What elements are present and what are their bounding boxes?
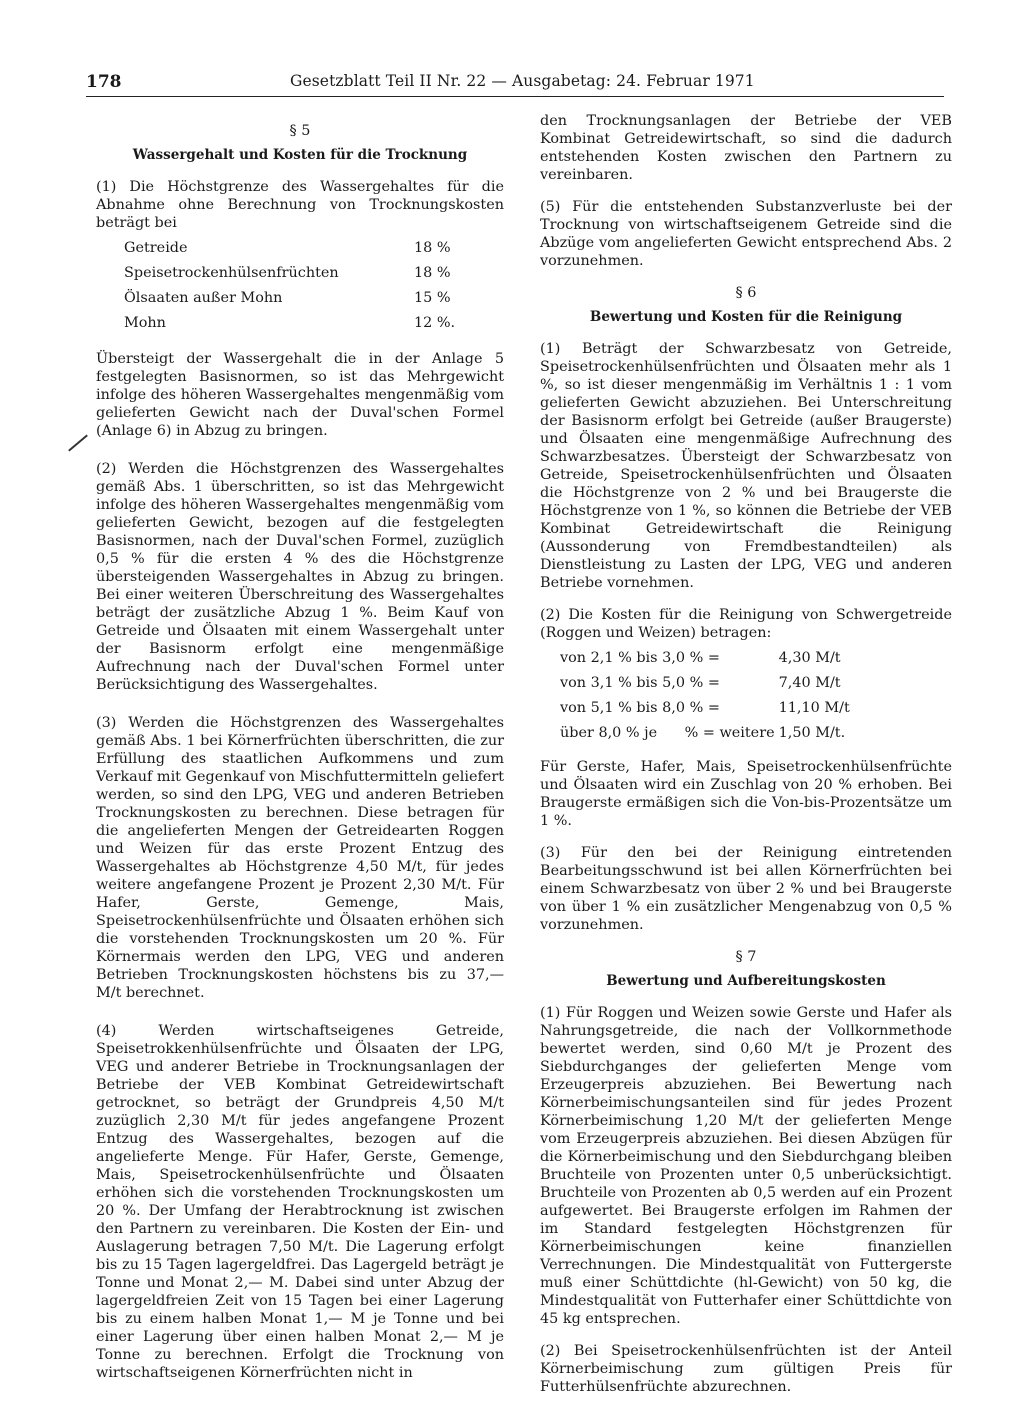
paragraph: Für Gerste, Hafer, Mais, Speisetrockenhülsenfrüchte und Ölsaaten wird ein Zuschlag von 20 % erhoben. Bei Braugerste ermäßigen sich die Von-bis-Prozentsätze um 1 %.	[540, 759, 952, 829]
cost-amount: 7,40 M/t	[778, 675, 841, 691]
table-row	[560, 646, 850, 671]
cost-range: über 8,0 % je % = weitere	[560, 725, 775, 741]
header-rule	[86, 96, 944, 97]
limit-value: 15 %	[414, 290, 451, 306]
section-7-title: Bewertung und Aufbereitungskosten	[606, 973, 886, 989]
cost-range: von 2,1 % bis 3,0 % =	[560, 650, 720, 666]
cost-amount: 11,10 M/t	[778, 700, 850, 716]
left-column	[96, 112, 504, 1396]
paragraph: (5) Für die entstehenden Substanzverluste bei der Trocknung von wirtschaftseigenem Getreide sind die Abzüge vom angelieferten Gewicht entsprechend Abs. 2 vorzunehmen.	[540, 199, 952, 269]
limit-item: Getreide	[124, 240, 188, 256]
table-row	[560, 721, 850, 746]
paragraph: (3) Werden die Höchstgrenzen des Wassergehaltes gemäß Abs. 1 bei Körnerfrüchten überschritten, die zur Erfüllung des staatlichen Aufkommens und zum Verkauf mit Gegenkauf von Mischfuttermitteln geliefert werden, so sind den LPG, VEG und anderen Betrieben Trocknungskosten zu berechnen. Diese betragen für die angelieferten Mengen der Getreidearten Roggen und Weizen für das erste Prozent Entzug des Wassergehaltes ab Höchstgrenze 4,50 M/t, für jedes weitere angefangene Prozent je Prozent 2,30 M/t. Für Hafer, Gerste, Gemenge, Mais, Speisetrockenhülsenfrüchte und Ölsaaten erhöhen sich die vorstehenden Trocknungskosten um 20 %. Für Körnermais werden den LPG, VEG und anderen Betrieben Trocknungskosten höchstens bis zu 37,— M/t berechnet.	[96, 715, 504, 1001]
limit-value: 18 %	[414, 265, 451, 281]
paragraph: (4) Werden wirtschaftseigenes Getreide, Speisetrokkenhülsenfrüchte und Ölsaaten der LPG, VEG und anderer Betriebe in Trocknungsanlagen der Betriebe der VEB Kombinat Getreidewirtschaft getrocknet, so beträgt der Grundpreis 4,50 M/t zuzüglich 2,30 M/t für jedes angefangene Prozent Entzug des Wassergehaltes, bezogen auf die angelieferte Menge. Für Hafer, Gerste, Gemenge, Mais, Speisetrockenhülsenfrüchte und Ölsaaten erhöhen sich die vorstehenden Trocknungskosten um 20 %. Der Umfang der Herabtrocknung ist zwischen den Partnern zu vereinbaren. Die Kosten der Ein- und Auslagerung betragen 7,50 M/t. Die Lagerung erfolgt bis zu 15 Tagen lagergeldfrei. Das Lagergeld beträgt je Tonne und Monat 2,— M. Dabei sind unter Abzug der lagergeldfreien Zeit von 15 Tagen bei einer Lagerung bis zu einem halben Monat 1,— M je Tonne und bei einer Lagerung über einen halben Monat 2,— M je Tonne zu berechnen. Erfolgt die Trocknung von wirtschaftseigenen Körnerfrüchten nicht in	[96, 1023, 504, 1381]
page-number: 178	[86, 72, 122, 92]
running-title: Gesetzblatt Teil II Nr. 22 — Ausgabetag: 24. Februar 1971	[290, 72, 755, 90]
table-row	[124, 261, 455, 286]
cost-range: von 3,1 % bis 5,0 % =	[560, 675, 720, 691]
paragraph: (3) Für den bei der Reinigung eintretenden Bearbeitungsschwund ist bei allen Körnerfrüchten bei einem Schwarzbesatz von über 2 % und bei Braugerste von über 1 % ein zusätzlicher Mengenabzug von 0,5 % vorzunehmen.	[540, 845, 952, 933]
paragraph: (2) Werden die Höchstgrenzen des Wassergehaltes gemäß Abs. 1 überschritten, so ist das Mehrgewicht infolge des höheren Wassergehaltes mengenmäßig vom gelieferten Gewicht, bezogen auf die festgelegten Basisnormen, nach der Duval'schen Formel, zuzüglich 0,5 % für die ersten 4 % des die Höchstgrenze übersteigenden Wassergehaltes in Abzug zu bringen. Bei einer weiteren Überschreitung des Wassergehaltes beträgt der zusätzliche Abzug 1 %. Beim Kauf von Getreide und Ölsaaten mit einem Wassergehalt unter der Basisnorm erfolgt eine mengenmäßige Aufrechnung nach der Duval'schen Formel unter Berücksichtigung des Wassergehaltes.	[96, 461, 504, 693]
section-7-number: § 7	[735, 949, 757, 965]
table-row	[124, 236, 455, 261]
cost-amount: 4,30 M/t	[778, 650, 841, 666]
paragraph: den Trocknungsanlagen der Betriebe der VEB Kombinat Getreidewirtschaft, so sind die dadurch entstehenden Kosten zwischen den Partnern zu vereinbaren.	[540, 113, 952, 183]
table-row	[124, 286, 455, 311]
paragraph: Übersteigt der Wassergehalt die in der Anlage 5 festgelegten Basisnormen, so ist das Mehrgewicht infolge des höheren Wassergehaltes mengenmäßig vom gelieferten Gewicht nach der Duval'schen Formel (Anlage 6) in Abzug zu bringen.	[96, 351, 504, 439]
limit-item: Mohn	[124, 315, 166, 331]
table-row	[560, 696, 850, 721]
section-6-title: Bewertung und Kosten für die Reinigung	[589, 309, 903, 325]
table-row	[124, 311, 455, 336]
section-6-number: § 6	[735, 285, 757, 301]
cleaning-cost-table	[560, 646, 850, 746]
cost-amount: 1,50 M/t.	[778, 725, 846, 741]
cost-range: von 5,1 % bis 8,0 % =	[560, 700, 720, 716]
section-5-title: Wassergehalt und Kosten für die Trocknung	[132, 147, 468, 163]
limit-item: Speisetrockenhülsenfrüchten	[124, 265, 339, 281]
section-5-number: § 5	[289, 123, 311, 139]
table-row	[560, 671, 850, 696]
paragraph: (1) Beträgt der Schwarzbesatz von Getreide, Speisetrockenhülsenfrüchten und Ölsaaten mehr als 1 %, so ist dieser mengenmäßig im Verhältnis 1 : 1 vom gelieferten Gewicht abzuziehen. Bei Unterschreitung der Basisnorm erfolgt bei Getreide (außer Braugerste) und Ölsaaten eine mengenmäßige Aufrechnung des Schwarzbesatzes. Übersteigt der Schwarzbesatz von Getreide, Speisetrockenhülsenfrüchten und Ölsaaten die Höchstgrenze von 2 % und bei Braugerste die Höchstgrenze von 1 %, so können die Betriebe der VEB Kombinat Getreidewirtschaft die Reinigung (Aussonderung von Fremdbestandteilen) als Dienstleistung zu Lasten der LPG, VEG und anderen Betriebe vornehmen.	[540, 341, 952, 591]
paragraph: (1) Die Höchstgrenze des Wassergehaltes für die Abnahme ohne Berechnung von Trocknungskosten beträgt bei	[96, 179, 504, 231]
moisture-limits-table	[124, 236, 455, 336]
paragraph: (1) Für Roggen und Weizen sowie Gerste und Hafer als Nahrungsgetreide, die nach der Vollkornmethode bewertet werden, sind 0,60 M/t je Prozent des Siebdurchganges der gelieferten Menge vom Erzeugerpreis abzuziehen. Bei Bewertung nach Körnerbeimischungsanteilen sind für jedes Prozent Körnerbeimischung 1,20 M/t der gelieferten Menge vom Erzeugerpreis abzuziehen. Bei diesen Abzügen für die Körnerbeimischung und den Siebdurchgang bleiben Bruchteile von Prozenten unter 0,5 unberücksichtigt. Bruchteile von Prozenten ab 0,5 werden auf ein Prozent aufgewertet. Bei Braugerste erfolgen im Rahmen der im Standard festgelegten Höchstgrenzen für Körnerbeimischungen keine finanziellen Verrechnungen. Die Mindestqualität von Futtergerste muß einer Schüttdichte (hl-Gewicht) von 50 kg, die Mindestqualität von Futterhafer einer Schüttdichte von 45 kg entsprechen.	[540, 1005, 952, 1327]
right-column	[540, 112, 952, 1410]
limit-item: Ölsaaten außer Mohn	[124, 290, 283, 306]
paragraph: (2) Die Kosten für die Reinigung von Schwergetreide (Roggen und Weizen) betragen:	[540, 607, 952, 641]
margin-mark	[68, 435, 88, 452]
limit-value: 18 %	[414, 240, 451, 256]
paragraph: (2) Bei Speisetrockenhülsenfrüchten ist der Anteil Körnerbeimischung zum gültigen Preis für Futterhülsenfrüchte abzurechnen.	[540, 1343, 952, 1395]
limit-value: 12 %.	[414, 315, 456, 331]
